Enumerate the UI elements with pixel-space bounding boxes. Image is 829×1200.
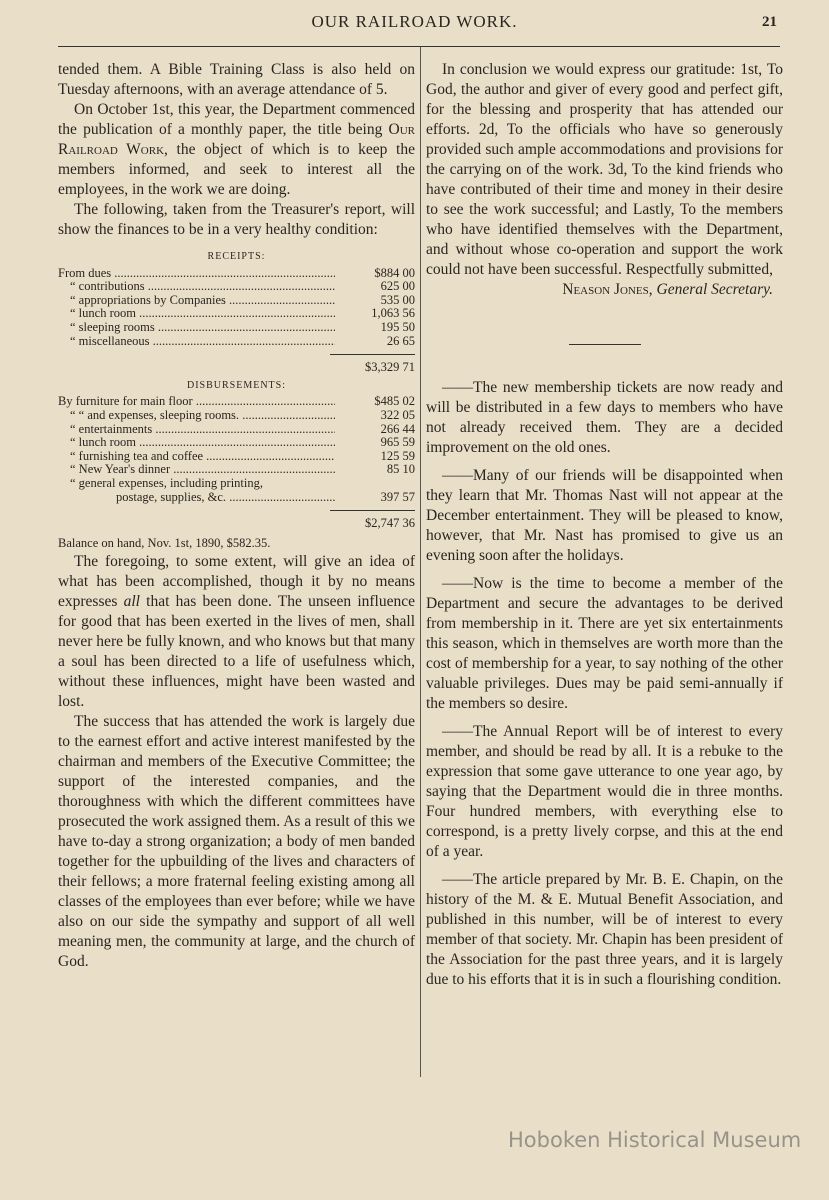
text: On October 1st, this year, the Department commenced the publication of a monthly paper, the title being — [58, 101, 415, 138]
ledger-row — [58, 267, 415, 281]
ledger-row — [58, 477, 415, 491]
ledger-amount: 1,063 56 — [371, 306, 415, 321]
ledger-row — [58, 280, 415, 294]
running-header: OUR RAILROAD WORK. — [311, 12, 518, 31]
text: that has been done. The unseen influence for good that has been exerted in the lives of men, shall never here be fully known, and who knows but that many a soul has been directed to a life of usefulness which, without these influences, might have been wasted and lost. — [58, 593, 415, 711]
ledger-label: From dues ..... — [58, 267, 335, 281]
ledger-label: “ sleeping rooms ..... — [58, 321, 335, 335]
receipts-list — [58, 267, 415, 349]
ledger-amount: 535 00 — [380, 292, 415, 307]
ledger-amount: 397 57 — [380, 489, 415, 504]
ledger-label: “ “ and expenses, sleeping rooms. ..... — [58, 409, 335, 423]
ledger-row — [58, 307, 415, 321]
ledger-amount: 625 00 — [380, 279, 415, 294]
ledger-label: “ entertainments ..... — [58, 423, 335, 437]
ledger-row — [58, 395, 415, 409]
news-note: ——Now is the time to become a member of the Department and secure the advantages to be derived from membership in it. There are yet six entertainments this season, which in themselves are worth more than the cost of membership for a year, to say nothing of the other valuable privileges. Dues may be paid semi-annually if the members so desire. — [426, 575, 783, 712]
right-column — [426, 60, 783, 998]
section-separator — [569, 344, 641, 345]
disbursements-heading: DISBURSEMENTS: — [186, 379, 286, 391]
paragraph: The success that has attended the work is largely due to the earnest effort and active interest manifested by the chairman and members of the Executive Committee; the support of the interested companies, and the thoroughness with which the different committees have prosecuted the work assigned them. As a result of this we have to-day a strong organization; a body of men banded together for the upbuilding of the lives and characters of their fellows; a more fraternal feeling existing among all classes of the employees than ever before; while we have also on our side the sympathy and support of all well meaning men, the community at large, and the church of God. — [58, 713, 415, 971]
ledger-row — [58, 463, 415, 477]
ledger-label: “ appropriations by Companies ..... — [58, 294, 335, 308]
receipts-total: $3,329 71 — [330, 354, 415, 375]
ledger-amount: 195 50 — [380, 319, 415, 334]
ledger-amount: 85 10 — [386, 462, 415, 477]
page-number: 21 — [762, 14, 777, 30]
news-note: ——The article prepared by Mr. B. E. Chapin, on the history of the M. & E. Mutual Benefit Association, and published in this number, will be of interest to every member of that society. Mr. Chapin has been president of the Association for the past three years, and it is largely due to his efforts that it is in such a flourishing condition. — [426, 871, 783, 988]
ledger-row — [58, 294, 415, 308]
ledger-label: “ lunch room ..... — [58, 307, 335, 321]
ledger-amount: $485 02 — [374, 394, 415, 409]
ledger-label: “ miscellaneous ..... — [58, 335, 335, 349]
column-divider — [420, 47, 421, 1077]
ledger-row — [58, 409, 415, 423]
ledger-label: “ contributions ..... — [58, 280, 335, 294]
emphasis: all — [123, 593, 140, 611]
treasurer-report — [58, 250, 415, 550]
ledger-amount: 266 44 — [380, 421, 415, 436]
ledger-amount: $884 00 — [374, 265, 415, 280]
ledger-label: “ New Year's dinner ..... — [58, 463, 335, 477]
text: , the object of which is to keep the members informed, and seek to interest all the employees, in the work we are doing. — [58, 141, 415, 198]
ledger-row — [58, 436, 415, 450]
ledger-label: By furniture for main floor ..... — [58, 395, 335, 409]
ledger-label: “ lunch room ..... — [58, 436, 335, 450]
text: The foregoing, to some extent, will give an idea of what has been accomplished, though it by no means expresses — [58, 553, 415, 611]
ledger-row — [58, 423, 415, 437]
paragraph: tended them. A Bible Training Class is also held on Tuesday afternoons, with an average attendance of 5. — [58, 61, 415, 98]
disbursements-list — [58, 395, 415, 504]
paragraph — [58, 552, 415, 712]
ledger-amount: 125 59 — [380, 448, 415, 463]
disbursements-total: $2,747 36 — [330, 510, 415, 531]
ledger-label: “ general expenses, including printing, — [70, 476, 263, 490]
paragraph: In conclusion we would express our gratitude: 1st, To God, the author and giver of every good and perfect gift, for the blessing and prosperity that has attended our efforts. 2d, To the officials who have so generously provided such ample accommodations and provisions for the carrying on of the work. 3d, To the kind friends who have contributed of their time and money in their desire to see the work successful; and Lastly, To the members who have identified themselves with the Department, and without whose co-operation and support the work could not have been successful. Respectfully submitted, — [426, 61, 783, 278]
news-note: ——Many of our friends will be disappointed when they learn that Mr. Thomas Nast will not appear at the December entertainment. They will be pleased to know, however, that Mr. Nast has promised to give us an evening soon after the holidays. — [426, 467, 783, 564]
header-rule — [58, 46, 780, 47]
ledger-amount: 322 05 — [380, 407, 415, 422]
signature-title: General Secretary. — [656, 281, 773, 298]
ledger-label: postage, supplies, &c. ..... — [58, 491, 335, 505]
publication-title: Our Railroad Work — [58, 121, 415, 158]
paragraph: The following, taken from the Treasurer's report, will show the finances to be in a very healthy condition: — [58, 201, 415, 238]
ledger-row — [58, 321, 415, 335]
news-note: ——The Annual Report will be of interest to every member, and should be read by all. It is a rebuke to the expression that some gave utterance to one year ago, by saying that the Department would die in three months. Four hundred members, with everything else to correspond, is a pretty lively corpse, and this at the end of a year. — [426, 723, 783, 860]
balance-line: Balance on hand, Nov. 1st, 1890, $582.35. — [58, 535, 271, 550]
news-note: ——The new membership tickets are now ready and will be distributed in a few days to members who have not already received them. They are a decided improvement on the old ones. — [426, 379, 783, 456]
ledger-row — [58, 491, 415, 505]
watermark: Hoboken Historical Museum — [508, 1128, 802, 1152]
paragraph — [58, 100, 415, 200]
receipts-heading: RECEIPTS: — [207, 251, 266, 262]
ledger-amount — [335, 477, 415, 491]
ledger-amount: 965 59 — [380, 435, 415, 450]
ledger-label: “ furnishing tea and coffee ..... — [58, 450, 335, 464]
ledger-row — [58, 335, 415, 349]
left-column — [58, 60, 415, 972]
ledger-amount: 26 65 — [386, 333, 415, 348]
ledger-row — [58, 450, 415, 464]
signature — [426, 280, 783, 300]
signature-name: Neason Jones, — [562, 281, 653, 298]
